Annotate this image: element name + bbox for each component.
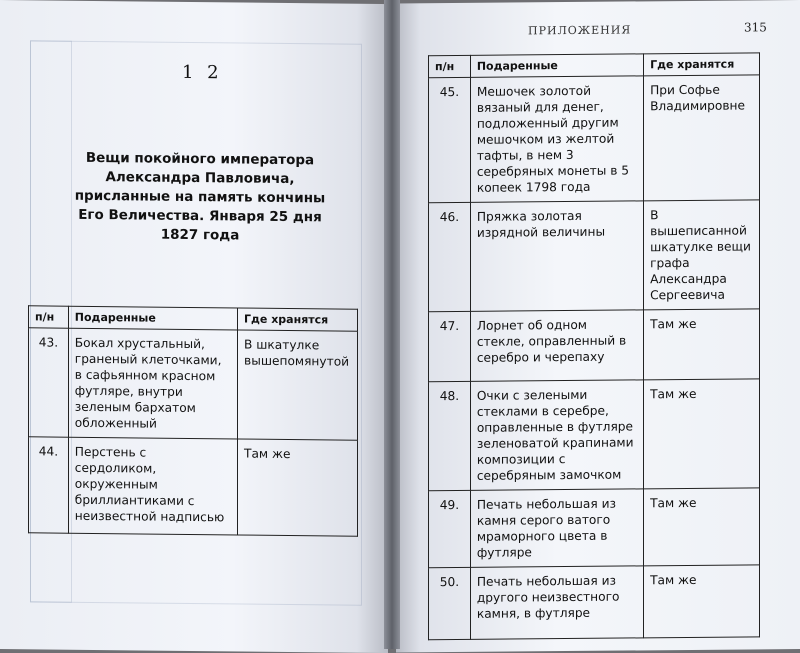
table-row xyxy=(29,437,358,536)
row-location: Там же xyxy=(644,309,760,380)
gift-table-right xyxy=(428,52,760,640)
header-num: п/н xyxy=(29,306,69,328)
header-item: Подаренные xyxy=(470,54,643,78)
row-location: Там же xyxy=(644,488,760,566)
row-item: Бокал хрустальный, граненый клеточками, в сафьянном красном футляре, внутри зеленым бархатом обложенный xyxy=(68,328,237,439)
row-item: Мешочек золотой вязаный для денег, подложенный другим мешочком из желтой тафты, в нем 3 серебряных монеты в 5 копеек 1798 года xyxy=(470,76,643,203)
row-number: 47. xyxy=(429,311,471,381)
right-page xyxy=(396,0,800,653)
row-location: Там же xyxy=(238,439,358,536)
table-header-row xyxy=(429,53,760,78)
row-number: 44. xyxy=(29,437,69,533)
table-row xyxy=(429,565,760,640)
table-row xyxy=(429,309,760,382)
table-row xyxy=(429,200,760,312)
row-number: 48. xyxy=(429,381,471,490)
row-location: В вышеписанной шкатулке вещи графа Александра Сергеевича xyxy=(644,200,760,310)
header-num: п/н xyxy=(429,55,471,77)
table-row xyxy=(29,328,358,440)
page-number: 315 xyxy=(744,20,767,35)
row-location: Там же xyxy=(644,565,760,638)
header-location: Где хранятся xyxy=(644,53,760,76)
row-location: В шкатулке вышепомянутой xyxy=(238,330,358,440)
row-number: 45. xyxy=(429,77,471,202)
row-number: 50. xyxy=(429,567,471,639)
running-head: ПРИЛОЖЕНИЯ xyxy=(528,23,632,38)
book-gutter xyxy=(384,0,400,649)
row-item: Печать небольшая из другого неизвестного камня, в футляре xyxy=(470,566,643,640)
row-location: При Софье Владимировне xyxy=(644,75,760,201)
row-location: Там же xyxy=(644,379,760,489)
row-item: Перстень с сердоликом, окруженным бриллиантиками с неизвестной надписью xyxy=(68,437,237,535)
header-location: Где хранятся xyxy=(238,308,358,331)
row-item: Пряжка золотая изрядной величины xyxy=(470,201,643,312)
row-item: Лорнет об одном стекле, оправленный в серебро и черепаху xyxy=(470,310,643,382)
table-row xyxy=(429,488,760,568)
gift-table-left xyxy=(28,305,358,536)
table-row xyxy=(429,75,760,203)
row-number: 46. xyxy=(429,202,471,311)
table-row xyxy=(429,379,760,491)
row-item: Очки с зелеными стеклами в серебре, оправленные в футляре зеленоватой крапинами композиции с серебряным замочком xyxy=(470,380,643,491)
row-number: 43. xyxy=(29,328,69,437)
left-page xyxy=(0,0,388,653)
header-item: Подаренные xyxy=(68,306,237,330)
document-number: 1 2 xyxy=(182,61,223,84)
row-number: 49. xyxy=(429,490,471,567)
row-item: Печать небольшая из камня серого ватого мраморного цвета в футляре xyxy=(470,489,643,568)
document-title: Вещи покойного императора Александра Павловича, присланные на память кончины Его Величества. Января 25 дня 1827 года xyxy=(74,149,326,244)
